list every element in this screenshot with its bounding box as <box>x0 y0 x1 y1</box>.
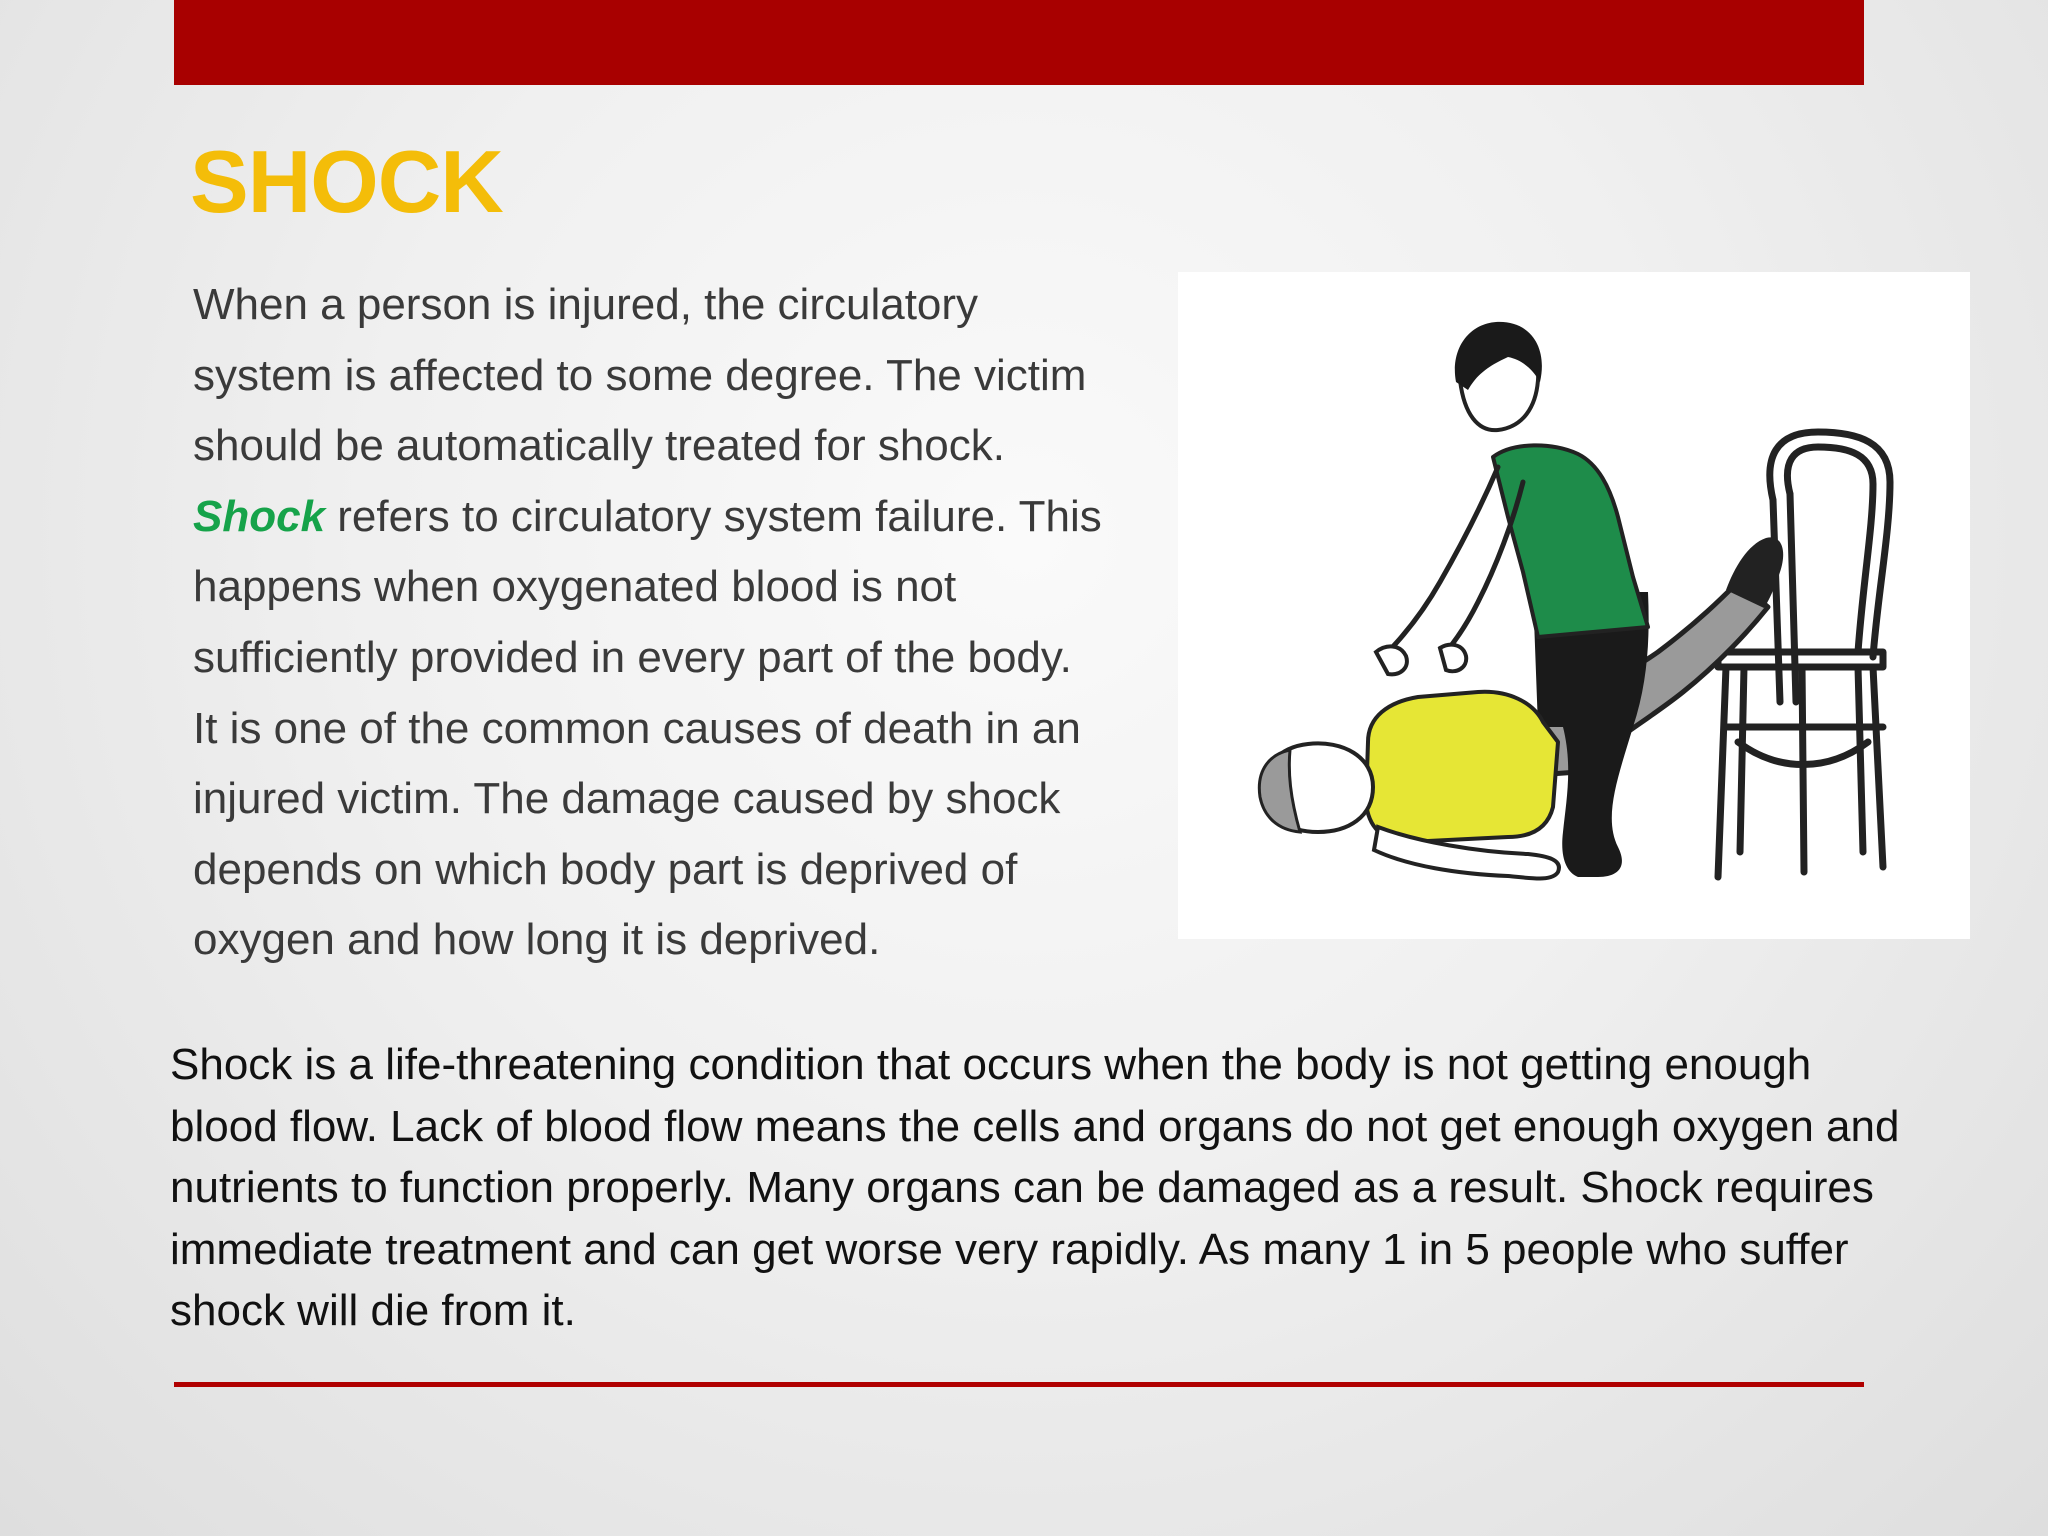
intro-line: should be automatically treated for shock. <box>193 421 1006 471</box>
intro-line: depends on which body part is deprived of <box>193 844 1018 894</box>
intro-line: happens when oxygenated blood is not <box>193 562 957 612</box>
intro-line: When a person is injured, the circulatory <box>193 280 979 329</box>
summary-line: Shock is a life-threatening condition that occurs when the body is not getting enough <box>170 1040 1812 1089</box>
chair <box>1718 432 1890 877</box>
summary-line: immediate treatment and can get worse very rapidly. As many 1 in 5 people who suffer <box>170 1224 1849 1274</box>
shock-term-highlight: Shock <box>193 491 326 541</box>
intro-line: sufficiently provided in every part of the body. <box>193 632 1072 682</box>
shock-position-illustration-icon <box>1178 272 1970 939</box>
slide-title: SHOCK <box>190 132 503 231</box>
bottom-divider <box>174 1382 1864 1387</box>
intro-line: injured victim. The damage caused by shock <box>193 774 1061 824</box>
summary-line: nutrients to function properly. Many organs can be damaged as a result. Shock requires <box>170 1163 1874 1212</box>
summary-paragraph <box>170 1034 2010 1342</box>
helper-hands <box>1376 645 1466 675</box>
summary-line: blood flow. Lack of blood flow means the cells and organs do not get enough oxygen and <box>170 1101 1900 1151</box>
intro-line: Shock refers to circulatory system failure. This <box>193 491 1102 541</box>
top-accent-bar <box>174 0 1864 85</box>
intro-paragraph <box>193 270 1173 976</box>
intro-line: It is one of the common causes of death in an <box>193 703 1081 753</box>
summary-line: shock will die from it. <box>170 1286 576 1335</box>
first-aid-illustration <box>1178 272 1970 939</box>
intro-line: system is affected to some degree. The victim <box>193 350 1087 400</box>
helper-shirt <box>1493 445 1648 637</box>
intro-line: oxygen and how long it is deprived. <box>193 915 881 965</box>
victim-shirt <box>1366 692 1558 842</box>
